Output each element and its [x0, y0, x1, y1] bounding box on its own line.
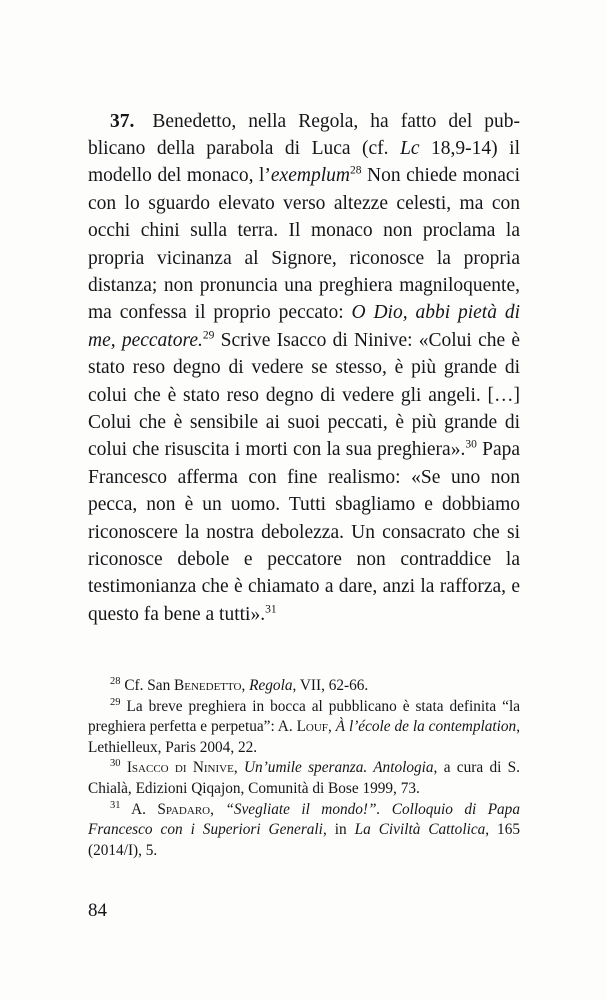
footnote-reference[interactable]: 30 [465, 438, 477, 451]
footnote-block [88, 676, 520, 861]
italic-text: Lc [400, 137, 420, 159]
small-caps-text: Isacco di Ninive [126, 759, 234, 777]
italic-text: Regola [249, 677, 293, 694]
italic-text: Un’umile speranza. Antologia [244, 759, 434, 777]
paragraph-text: Benedetto, nella Regola, ha fatto del pub-blicano della parabola di Luca (cf. Lc 18,9-14) il modello del monaco, l’exemplum$^{28}$ Non chiede monaci con lo sguardo elevato verso altezze celesti, ma con occhi chini sulla terra. Il monaco non proclama la propria vicinanza al Signore, riconosce la propria distanza; non pronuncia una preghiera magniloquente, ma confessa il proprio peccato: O Dio, abbi pietà di me, peccatore.$^{29}$ Scrive Isacco di Ninive: «Colui che è stato reso degno di vedere se stesso, è più grande di colui che è stato reso degno di vedere gli angeli. […] Colui che è sensibile ai suoi peccati, è più grande di colui che risuscita i morti con la sua preghiera».$^{30}$ Papa Francesco afferma con fine realismo: «Se uno non pecca, non è un uomo. Tutti sbagliamo e dobbiamo riconoscere la nostra debolezza. Un consacrato che si riconosce debole e peccatore non contraddice la testimonianza che è chiamato a dare, anzi la rafforza, e questo fa bene a tutti».$^{31}$ [88, 110, 521, 625]
page-number: 84 [88, 900, 107, 921]
footnote-reference[interactable]: 31 [265, 603, 277, 616]
footnote-reference[interactable]: 29 [202, 329, 215, 342]
small-caps-text: Louf [296, 718, 328, 736]
footnote-marker: 28 [110, 675, 121, 687]
italic-text: O Dio, abbi pietà di me, peccatore. [88, 302, 520, 351]
italic-text: “Svegliate il mondo!”. Colloquio di Papa Francesco con i Superiori Generali [88, 800, 520, 839]
paragraph-number: 37. [110, 110, 135, 132]
footnote-marker: 29 [110, 696, 121, 708]
small-caps-text: Spadaro [157, 800, 211, 818]
italic-text: exemplum [270, 165, 350, 187]
footnote: $^{29}$ La breve preghiera in bocca al pubblicano è stata definita “la preghiera perfetta e perpetua”: A. Louf, À l’école de la contemplation, Lethielleux, Paris 2004, 22. [88, 696, 521, 756]
small-caps-text: Benedetto [174, 677, 242, 694]
footnote: $^{28}$ Cf. San Benedetto, Regola, VII, 62-66. [110, 675, 369, 694]
footnote-marker: 31 [110, 799, 121, 811]
footnote-reference[interactable]: 28 [349, 164, 362, 177]
footnote-marker: 30 [110, 758, 121, 770]
italic-text: À l’école de la contemplation [335, 718, 517, 736]
italic-text: La Civiltà Cattolica [354, 821, 486, 839]
main-paragraph [88, 108, 520, 629]
footnote: $^{31}$ A. Spadaro, “Svegliate il mondo!”. Colloquio di Papa Francesco con i Superiori Generali, in La Civiltà Cattolica, 165 (2014/I), 5. [88, 799, 520, 859]
footnote: $^{30}$ Isacco di Ninive, Un’umile speranza. Antologia, a cura di S. Chialà, Edizioni Qiqajon, Comunità di Bose 1999, 73. [88, 758, 520, 797]
page-body [88, 88, 520, 648]
